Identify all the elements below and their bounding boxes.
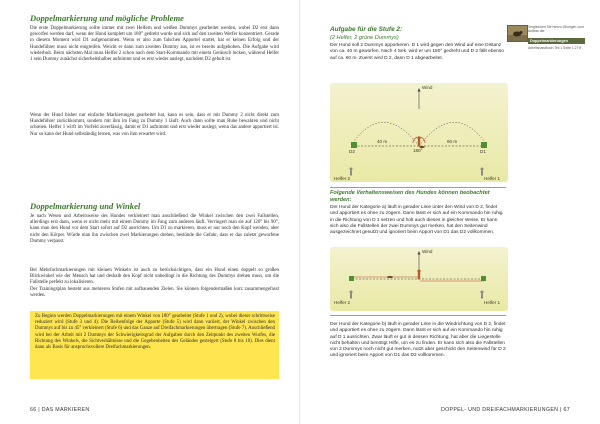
dummy-d2-marker (351, 142, 357, 148)
helper2-label-1: Helfer 2 (334, 176, 351, 181)
distance-right: 60 m (447, 139, 458, 144)
sidebar-title: Doppelmarkierungen (530, 39, 568, 43)
diagram-stage-2 (330, 83, 508, 182)
helper1-body-2 (481, 294, 483, 299)
wind-arrowhead-2 (418, 251, 421, 255)
right-footer: DOPPEL- UND DREIFACHMARKIERUNGEN | 67 (440, 407, 570, 413)
dummy-d1-marker-2 (481, 276, 486, 281)
helper2-body-1 (350, 171, 352, 176)
diagram-2-graphic (330, 247, 508, 311)
angle-label: 180° (413, 148, 423, 153)
paragraph-4: Bei Mehrfachmarkierungen mit kleinen Winkeln ist auch zu berücksichtigen, dass ein Hund einen doppelt so großen Blickwinkel wie der Mensch hat und deshalb den Kopf nicht unbedingt in die Richtung des Dummys drehen muss, um die Fallstelle perfekt zu lokalisieren. (30, 268, 279, 286)
dog-photo (507, 25, 528, 42)
paragraph-5: Der Trainingsplan besteht aus mehreren Stufen mit aufbauenden Zielen. Sie können folgendermaßen kurz zusammengefasst werden. (30, 287, 279, 299)
handler-head (417, 136, 420, 139)
highlight-text: Zu Beginn werden Doppelmarkierungen mit einem Winkel von 180° gearbeitet (Stufe 1 und 2), wobei dieser schrittweise reduziert wird (Stufe 3 und 4). Die Reihenfolge der Apporte (Stufe 5) wird dann variiert, der Winkel zwischen den Dummys auf bis zu 45° verkleinert (Stufe 6) und das Ganze auf Dreifachmarkierungen übertragen (Stufe 7). Anschließend wird bei der Arbeit mit 2 Dummys der Schwierigkeitsgrad der Aufgaben durch den Zeitpunkt des zweiten Wurfes, die Richtung des Winkels, die Sichtverhältnisse und die Gegebenheiten des Geländes gesteigert (Stufe 8 bis 10). Dies dient dann als Basis für anspruchsvollere Dreifachmarkierungen. (35, 314, 275, 351)
dog-figure-2 (387, 276, 393, 278)
wind-label-2: Wind (422, 249, 433, 254)
sidebar-title-bar (528, 38, 585, 44)
helper1-body-1 (481, 171, 483, 176)
heading-angle: Doppelmarkierung und Winkel (30, 201, 141, 211)
sidebar-note-1: Vergleichen Sie hierzu Übungen zum Aufbau der (528, 25, 584, 34)
divider-1 (330, 187, 506, 188)
diagram-category-a (330, 247, 508, 311)
helper1-label-1: Helfer 1 (484, 176, 501, 181)
sidebar-reference (507, 25, 585, 87)
paragraph-1: Die erste Doppelmarkierung sollte immer mit zwei Helfern und weißen Dummys gearbeitet werden, wobei D2 erst dann geworfen werden darf, wenn der Hund komplett um 180° gedreht wurde und sich auf den zweiten Werfer konzentriert. Gerade in diesem Moment wird D1 aufgenommen. Wenn er also zum falschen Apportel startet, hat er keinen Erfolg und der Hundeführer muss nicht eingreifen. Weicht er dann zum zweiten Dummy aus, ist es bereits aufgehoben. Die Aufgabe wird wiederholt. Beim nächsten Mal muss Helfer 2 schon nach dem Start-Kommando mit einem Geräusch locken, während Helfer 1 sein Dummy zunächst sicherheitshalber aufnimmt und es erst wieder auslegt, nachdem D2 geholt ist. (30, 26, 279, 63)
category-b-text: Der Hund der Kategorie b) läuft in gerader Linie in die Windrichtung von D 2, findet und apportiert es ohne zu zögern. Dann lässt er sich auf ein Kommando hin ruhig auf D 1 ausrichten. Zwar läuft er gut in dessen Richtung, hat aber die Liegestelle nicht behalten und benötigt Hilfe, um es zu finden. Er kann sich also die Fallstellen von 2 Dummys noch nicht gut merken, nutzt aber geschickt den Seitenwind für D 2 und ignoriert beim Apport von D1 das D2 vollkommen. (330, 322, 506, 359)
paragraph-2: Wenn der Hund bisher nur einfache Markierungen gearbeitet hat, kann es sein, dass er mit Dummy 2 nicht direkt zum Hundeführer zurückkommt, sondern mit ihm im Fang zu Dummy 1 läuft. Auch dann sollte man Ruhe bewahren und nicht schreien. Helfer 1 wirft im Vorfeld zuverlässig, damit er D1 aufnimmt und erst wieder auslegt, wenn das andere apportiert ist. Nur so kann der Hund selbständig lernen, was von ihm erwartet wird. (30, 113, 279, 137)
behaviour-heading: Folgende Verhaltensweisen des Hundes können beobachtet werden: (330, 190, 490, 203)
helper2-head-2 (350, 291, 353, 294)
handler-head-2 (417, 269, 420, 272)
helper2-head-1 (350, 168, 353, 171)
dummy-d2-label: D2 (349, 149, 355, 154)
divider-2 (330, 315, 506, 316)
task-text: Der Hund soll 2 Dummys apportieren. D 1 wird gegen den Wind auf eine Distanz von ca. 40 m geworfen. Nach 4 Sek. wird er um 180° gedreht und D 2 fällt ebenso auf ca. 60 m. Zuerst wird D 2, dann D 1 abgearbeitet. (330, 43, 504, 61)
highlight-box (30, 311, 279, 379)
diagram-1-graphic (330, 83, 508, 182)
wind-arrowhead-1 (418, 88, 421, 92)
right-page (300, 0, 600, 424)
dummy-d2-marker-2 (349, 276, 354, 281)
handler-body-2 (418, 273, 420, 280)
task-subheading: (2 Helfer, 2 grüne Dummys) (330, 35, 399, 41)
distance-left: 40 m (377, 139, 388, 144)
dummy-d1-marker (481, 142, 487, 148)
heading-problems: Doppelmarkierung und mögliche Probleme (30, 13, 184, 23)
helper1-label-2: Helfer 1 (484, 300, 501, 305)
task-heading: Aufgabe für die Stufe 2: (330, 26, 403, 33)
dummy-d1-label: D1 (480, 149, 486, 154)
sidebar-note-2: Arbeitshandbuch Teil 1 Seite 1.27 ff (528, 46, 582, 50)
helper2-body-2 (350, 294, 352, 299)
wind-label-1: Wind (422, 85, 433, 90)
handler-body (418, 140, 420, 147)
category-a-text: Der Hund der Kategorie a) läuft in gerader Linie unter den Wind von D 2, findet und apportiert es ohne zu zögern. Dann lässt er sich auf ein Kommando hin ruhig in die Richtung von D 1 setzen und holt auch dieses in gleicher Weise. Er kann sich also die Fallstellen der zwei Dummys gut merken, hat den Seitenwind ausgezeichnet genutzt und ignoriert beim Apport von D1 das D2 vollkommen. (330, 205, 503, 236)
helper2-label-2: Helfer 2 (334, 300, 351, 305)
paragraph-3: Je nach Wesen und Arbeitsweise des Hundes verkleinert man anschließend die Winkel zwischen den zwei Fallstellen, allerdings erst dann, wenn er nicht mehr mit einem Dummy im Fang zum anderen läuft. Verringert man sie auf 120° bis 90°, kann man den Hund vor dem Start sofort auf D2 ausrichten. Um D1 zu markieren, muss er nur noch den Kopf wenden, aber nicht den Körper. Würde man ihn zwischen zwei Markierungen drehen, bestünde die Gefahr, dass er das zuletzt geworfene Dummy verpasst. (30, 214, 279, 244)
helper1-head-2 (481, 291, 484, 294)
helper1-head-1 (481, 168, 484, 171)
left-footer: 66 | DAS MARKIEREN (30, 407, 90, 413)
dog-photo-icon (508, 26, 527, 41)
